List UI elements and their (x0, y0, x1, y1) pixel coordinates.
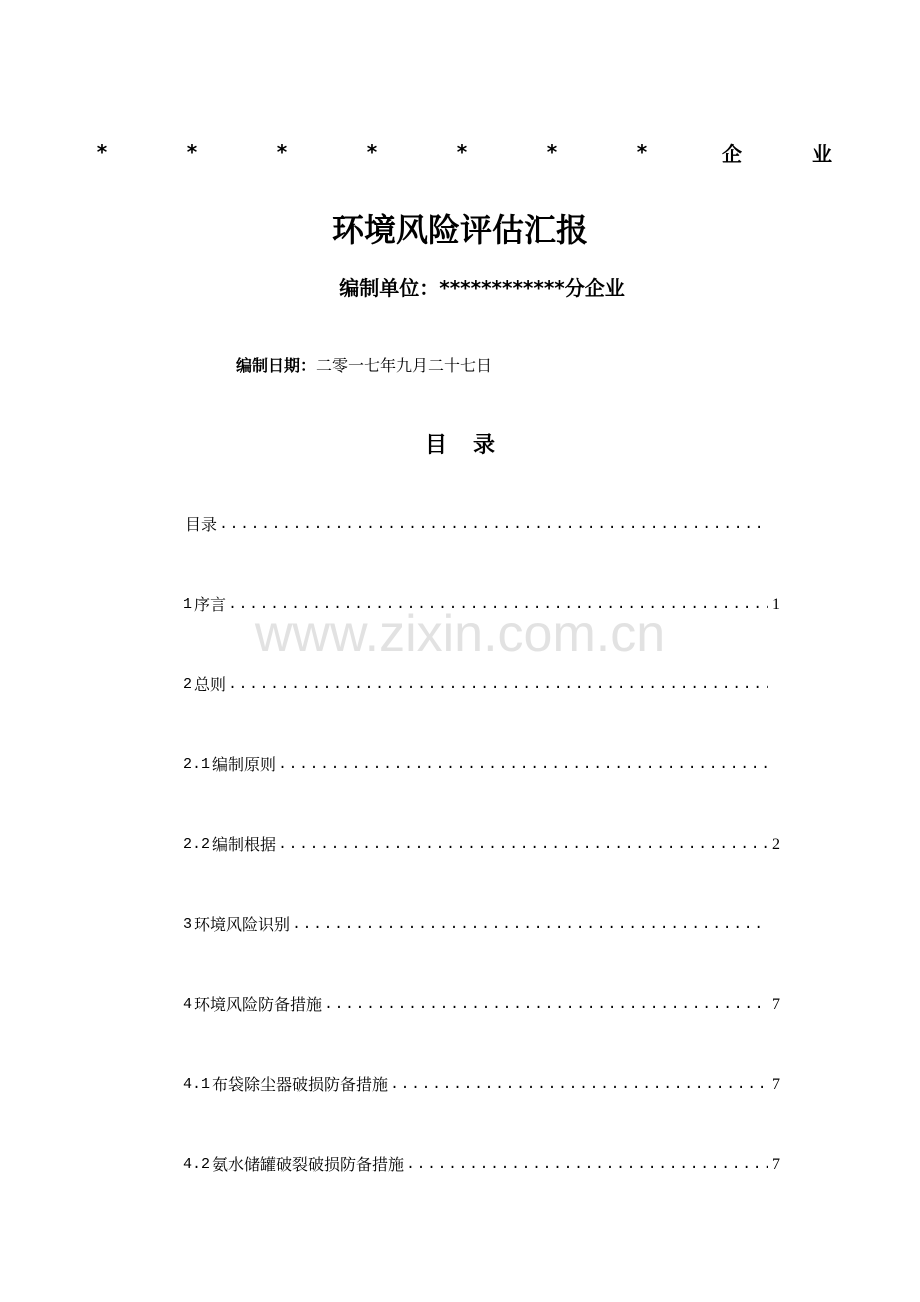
company-name-spaced (92, 138, 832, 166)
compile-date-label: 编制日期： (236, 356, 317, 375)
company-char: * (276, 140, 288, 164)
toc-leader-dots (278, 752, 768, 778)
toc-entry-text: 氨水储罐破裂破损防备措施 (212, 1155, 405, 1174)
toc-leader-dots (390, 1072, 768, 1098)
toc-leader-dots (228, 672, 768, 698)
toc-leader-dots (219, 512, 768, 538)
toc-entry-text: 总则 (194, 675, 227, 694)
toc-leader-dots (324, 992, 768, 1018)
company-char: * (186, 140, 198, 164)
toc-entry-page: 2 (772, 836, 780, 853)
company-char: * (636, 140, 648, 164)
document-title: 环境风险评估汇报 (331, 211, 588, 249)
toc-entry[interactable] (183, 912, 780, 938)
toc-entry[interactable] (183, 1072, 780, 1098)
toc-entry-number: 1 (183, 596, 193, 613)
toc-entry[interactable] (183, 1152, 780, 1178)
toc-leader-dots (278, 832, 768, 858)
toc-entry-number: 3 (183, 916, 193, 933)
toc-entry-page: 7 (772, 996, 780, 1013)
toc-entry-text: 环境风险识别 (194, 915, 291, 934)
toc-entry[interactable] (183, 752, 780, 778)
toc-entry-text: 编制根据 (212, 835, 277, 854)
toc-entry-number: 4.1 (183, 1076, 211, 1093)
toc-entry[interactable] (183, 512, 780, 538)
toc-entry-number: 2.2 (183, 836, 211, 853)
company-char: * (96, 140, 108, 164)
watermark: www.zixin.com.cn (254, 605, 666, 663)
toc-entry-number: 4 (183, 996, 193, 1013)
company-char: 企 (722, 141, 742, 166)
company-char: 业 (812, 141, 832, 166)
toc-leader-dots (228, 592, 768, 618)
toc-entry[interactable] (183, 992, 780, 1018)
toc-entry-page: 7 (772, 1156, 780, 1173)
toc-entry-number: 2.1 (183, 756, 211, 773)
toc-entry[interactable] (183, 672, 780, 698)
toc-entry-text: 编制原则 (212, 755, 277, 774)
toc-entry[interactable] (183, 832, 780, 858)
toc-entry-text: 环境风险防备措施 (194, 995, 323, 1014)
table-of-contents (183, 512, 780, 1232)
toc-leader-dots (406, 1152, 768, 1178)
toc-entry-text: 布袋除尘器破损防备措施 (212, 1075, 389, 1094)
toc-entry[interactable] (183, 592, 780, 618)
toc-entry-text: 目录 (185, 515, 218, 534)
compile-date-value: 二零一七年九月二十七日 (316, 356, 493, 375)
company-char: * (456, 140, 468, 164)
company-char: * (546, 140, 558, 164)
compile-date (236, 354, 492, 378)
toc-entry-number: 4.2 (183, 1156, 211, 1173)
toc-entry-page: 1 (772, 596, 780, 613)
toc-leader-dots (292, 912, 768, 938)
toc-entry-page: 7 (772, 1076, 780, 1093)
organization: 编制单位：************分企业 (339, 276, 625, 300)
company-char: * (366, 140, 378, 164)
toc-entry-text: 序言 (194, 595, 227, 614)
toc-entry-number: 2 (183, 676, 193, 693)
toc-heading: 目录 (424, 433, 521, 458)
